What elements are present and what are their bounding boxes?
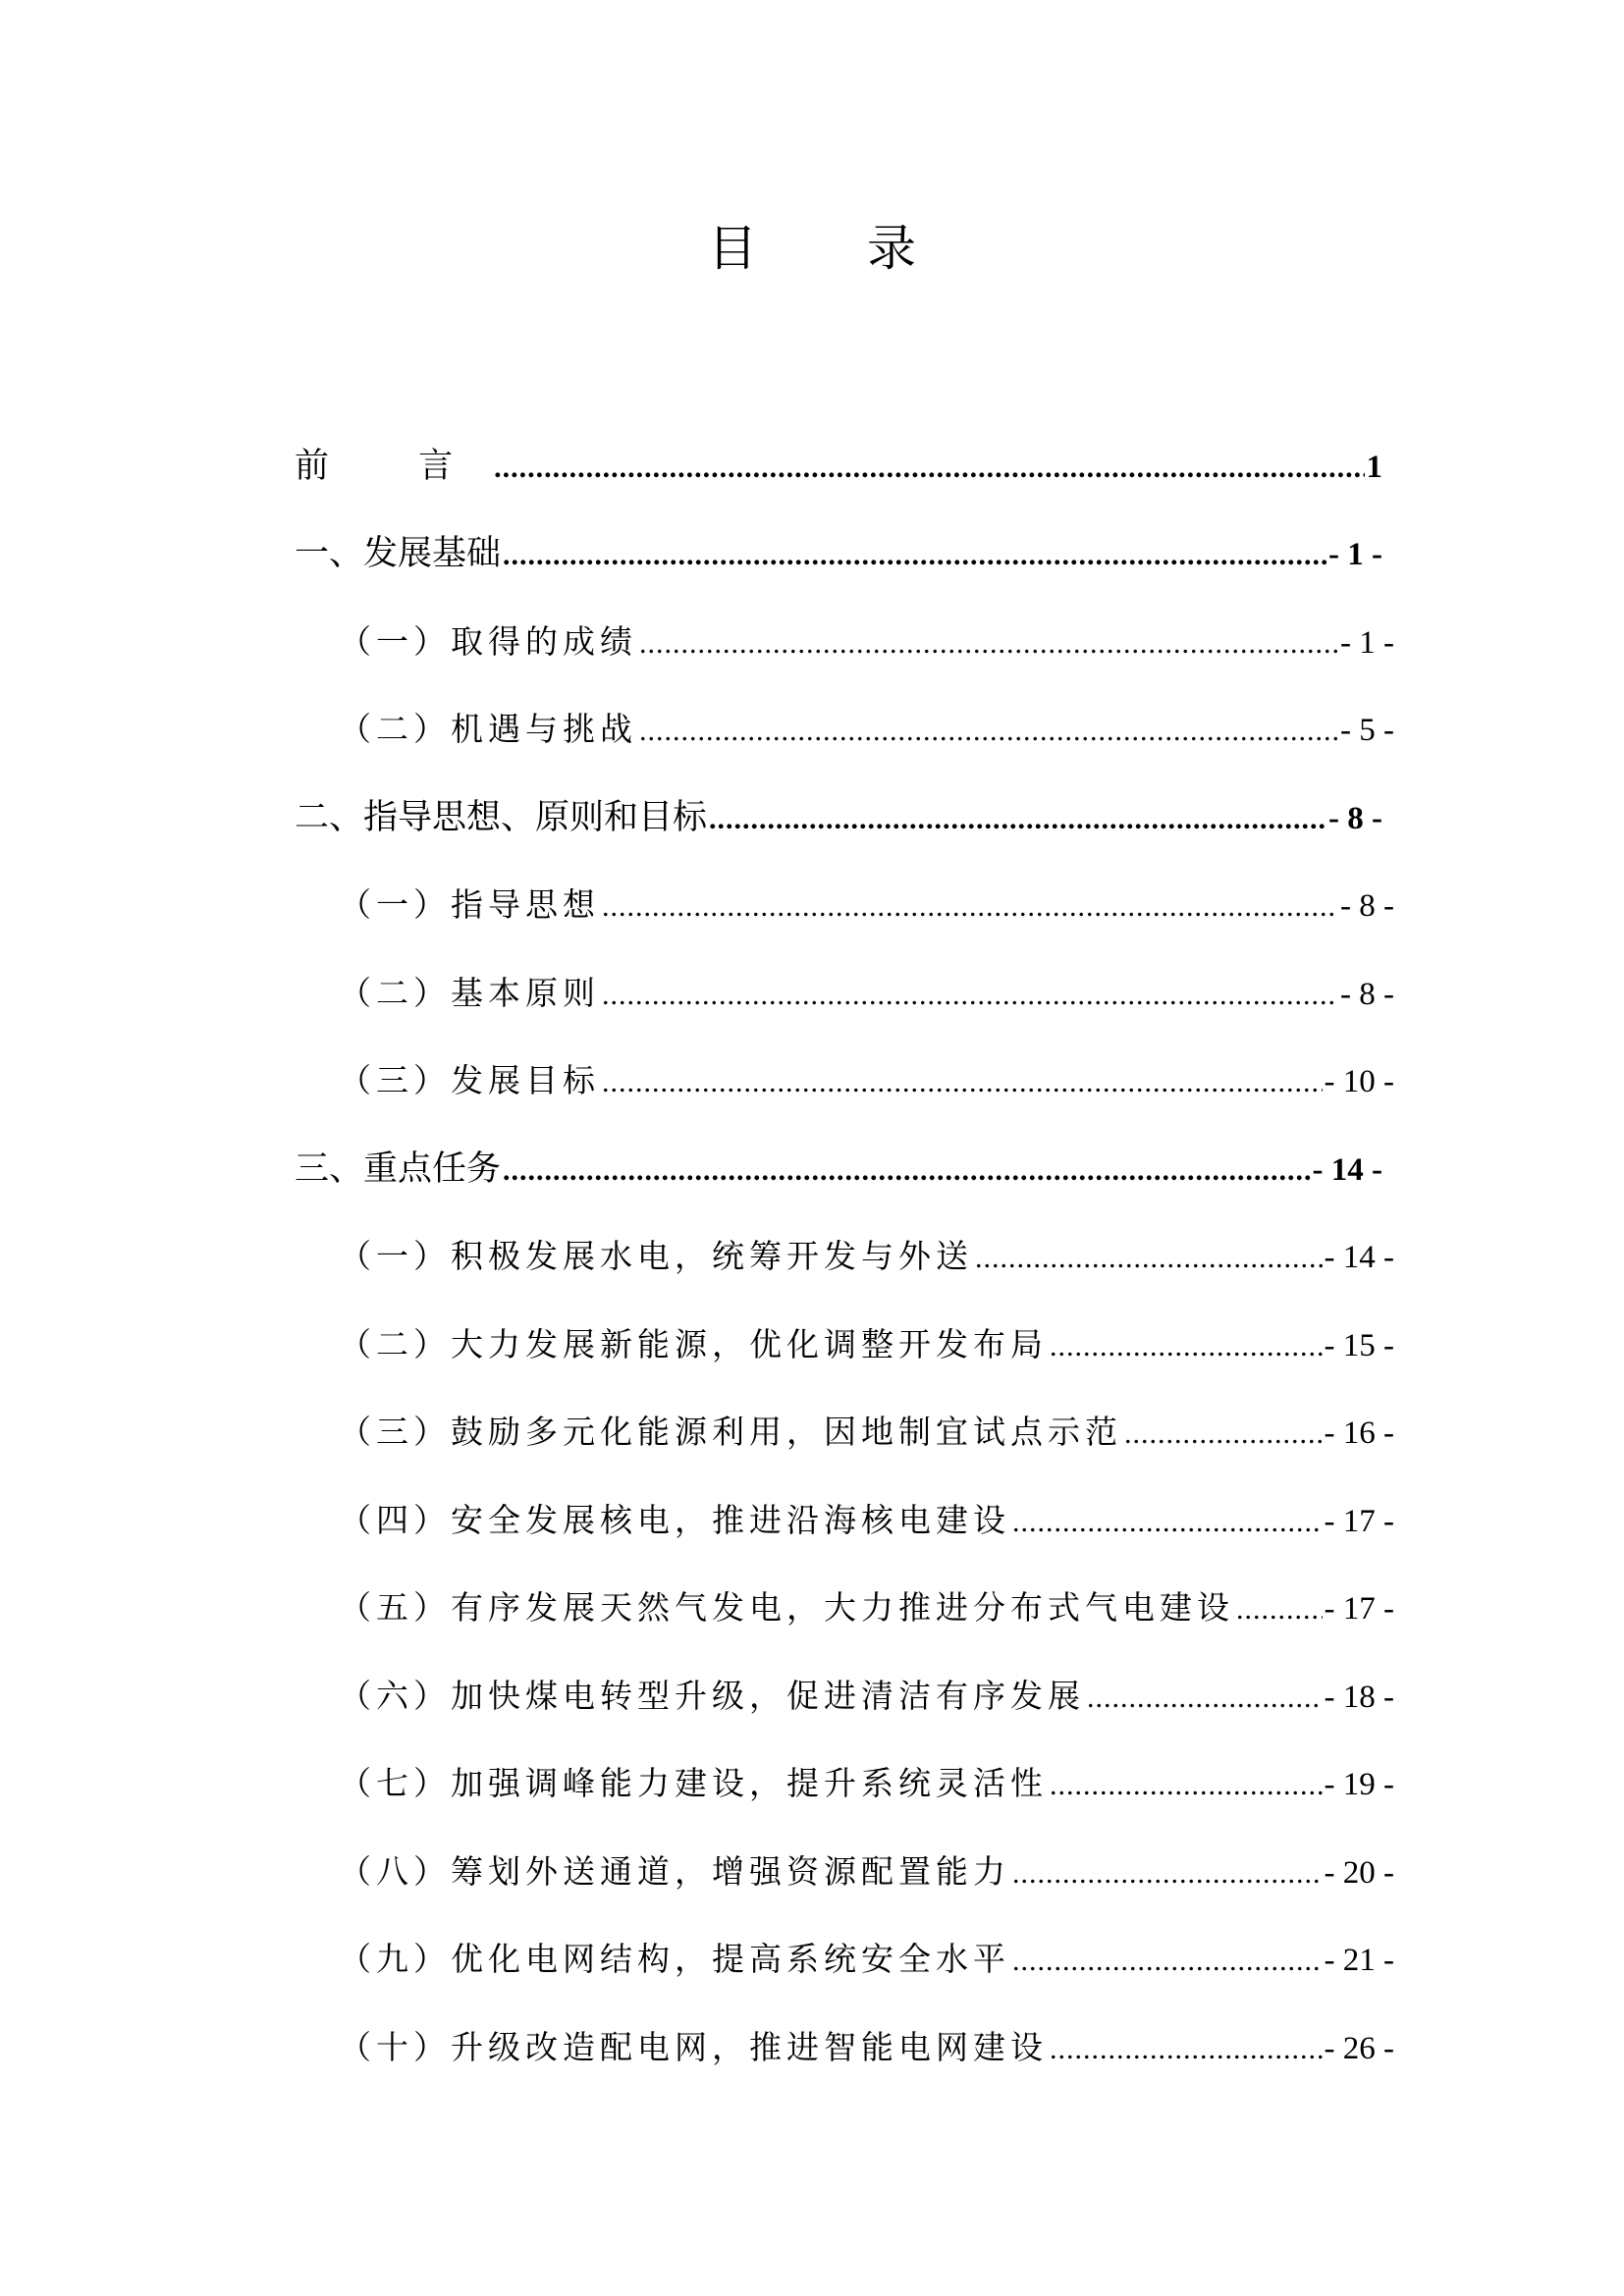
toc-leader — [503, 531, 1326, 580]
toc-entry-label: （一）积极发展水电，统筹开发与外送 — [339, 1237, 973, 1275]
toc-entry[interactable] — [339, 2023, 1394, 2072]
toc-entry-page: - 8 - — [1340, 977, 1394, 1012]
toc-entry-page: - 21 - — [1324, 1943, 1394, 1978]
toc-leader — [1050, 1322, 1323, 1371]
toc-leader — [639, 619, 1338, 668]
toc-entry-page: - 26 - — [1324, 2031, 1394, 2066]
toc-leader — [1050, 1761, 1323, 1810]
toc-entry-page: - 16 - — [1324, 1415, 1394, 1451]
toc-entry-label: （二）基本原则 — [339, 974, 600, 1012]
toc-leader — [494, 444, 1364, 493]
toc-entry-label: （一）指导思想 — [339, 885, 600, 924]
toc-entry-page: - 17 - — [1324, 1504, 1394, 1539]
toc-entry[interactable] — [295, 529, 1382, 578]
toc-entry[interactable] — [295, 1145, 1382, 1194]
toc-entry-page: - 1 - — [1340, 625, 1394, 661]
toc-entry[interactable] — [339, 1056, 1394, 1105]
toc-entry-label: 三、重点任务 — [295, 1149, 502, 1189]
toc-leader — [1012, 1937, 1323, 1986]
toc-entry-page: - 14 - — [1312, 1152, 1382, 1188]
toc-entry[interactable] — [339, 1759, 1394, 1808]
toc-entry[interactable] — [339, 1672, 1394, 1721]
toc-entry-label: （四）安全发展核电，推进沿海核电建设 — [339, 1501, 1010, 1539]
toc-entry-label: 一、发展基础 — [295, 534, 502, 573]
toc-entry[interactable] — [339, 1232, 1394, 1281]
toc-entry-label: （八）筹划外送通道，增强资源配置能力 — [339, 1852, 1010, 1891]
toc-leader — [1087, 1674, 1323, 1723]
toc-leader — [1124, 1410, 1323, 1459]
toc-leader — [709, 795, 1326, 844]
toc-entry[interactable] — [339, 1583, 1394, 1632]
toc-entry-page: - 8 - — [1340, 888, 1394, 924]
toc-entry-page: - 19 - — [1324, 1767, 1394, 1802]
toc-entry[interactable] — [339, 1408, 1394, 1457]
toc-entry[interactable] — [339, 969, 1394, 1018]
toc-entry-page: - 17 - — [1324, 1591, 1394, 1627]
toc-leader — [602, 1058, 1323, 1107]
toc-entry-page: - 5 - — [1340, 713, 1394, 748]
toc-entry-label: （二）机遇与挑战 — [339, 710, 637, 748]
toc-entry[interactable] — [339, 1320, 1394, 1369]
toc-entry-page: - 20 - — [1324, 1855, 1394, 1891]
toc-entry[interactable] — [339, 705, 1394, 754]
toc-entry-label: （三）发展目标 — [339, 1061, 600, 1099]
toc-entry[interactable] — [339, 1847, 1394, 1896]
toc-entry-label: （二）大力发展新能源，优化调整开发布局 — [339, 1325, 1048, 1363]
toc-entry[interactable] — [339, 881, 1394, 930]
toc-leader — [1236, 1585, 1323, 1634]
toc-entry[interactable] — [295, 442, 1382, 491]
toc-entry-page: - 15 - — [1324, 1328, 1394, 1363]
toc-entry-label: 二、指导思想、原则和目标 — [295, 798, 708, 837]
toc-entry-page: - 1 - — [1328, 537, 1382, 572]
page-title: 目 录 — [708, 220, 963, 277]
toc-leader — [602, 971, 1338, 1020]
toc-entry-page: - 10 - — [1324, 1064, 1394, 1099]
toc-leader — [975, 1234, 1323, 1283]
toc-leader — [1050, 2025, 1323, 2074]
toc-leader — [1012, 1849, 1323, 1898]
toc-entry-label: （三）鼓励多元化能源利用，因地制宜试点示范 — [339, 1413, 1122, 1451]
toc-entry-label: 前 言 — [295, 447, 493, 486]
toc-entry-label: （七）加强调峰能力建设，提升系统灵活性 — [339, 1764, 1048, 1802]
toc-entry[interactable] — [339, 1935, 1394, 1984]
toc-leader — [1012, 1498, 1323, 1547]
toc-entry-label: （一）取得的成绩 — [339, 622, 637, 661]
toc-leader — [503, 1147, 1311, 1196]
toc-leader — [639, 707, 1338, 756]
toc-entry[interactable] — [339, 1496, 1394, 1545]
toc-entry-label: （五）有序发展天然气发电，大力推进分布式气电建设 — [339, 1588, 1234, 1627]
toc-entry-label: （十）升级改造配电网，推进智能电网建设 — [339, 2028, 1048, 2066]
toc-entry-label: （六）加快煤电转型升级，促进清洁有序发展 — [339, 1677, 1085, 1715]
toc-entry-page: - 14 - — [1324, 1240, 1394, 1275]
toc-entry-label: （九）优化电网结构，提高系统安全水平 — [339, 1940, 1010, 1978]
toc-entry-page: - 8 - — [1328, 801, 1382, 836]
toc-entry-page: 1 — [1366, 450, 1382, 485]
toc-entry-page: - 18 - — [1324, 1680, 1394, 1715]
toc-entry[interactable] — [339, 617, 1394, 667]
toc-entry[interactable] — [295, 793, 1382, 842]
toc-leader — [602, 882, 1338, 932]
